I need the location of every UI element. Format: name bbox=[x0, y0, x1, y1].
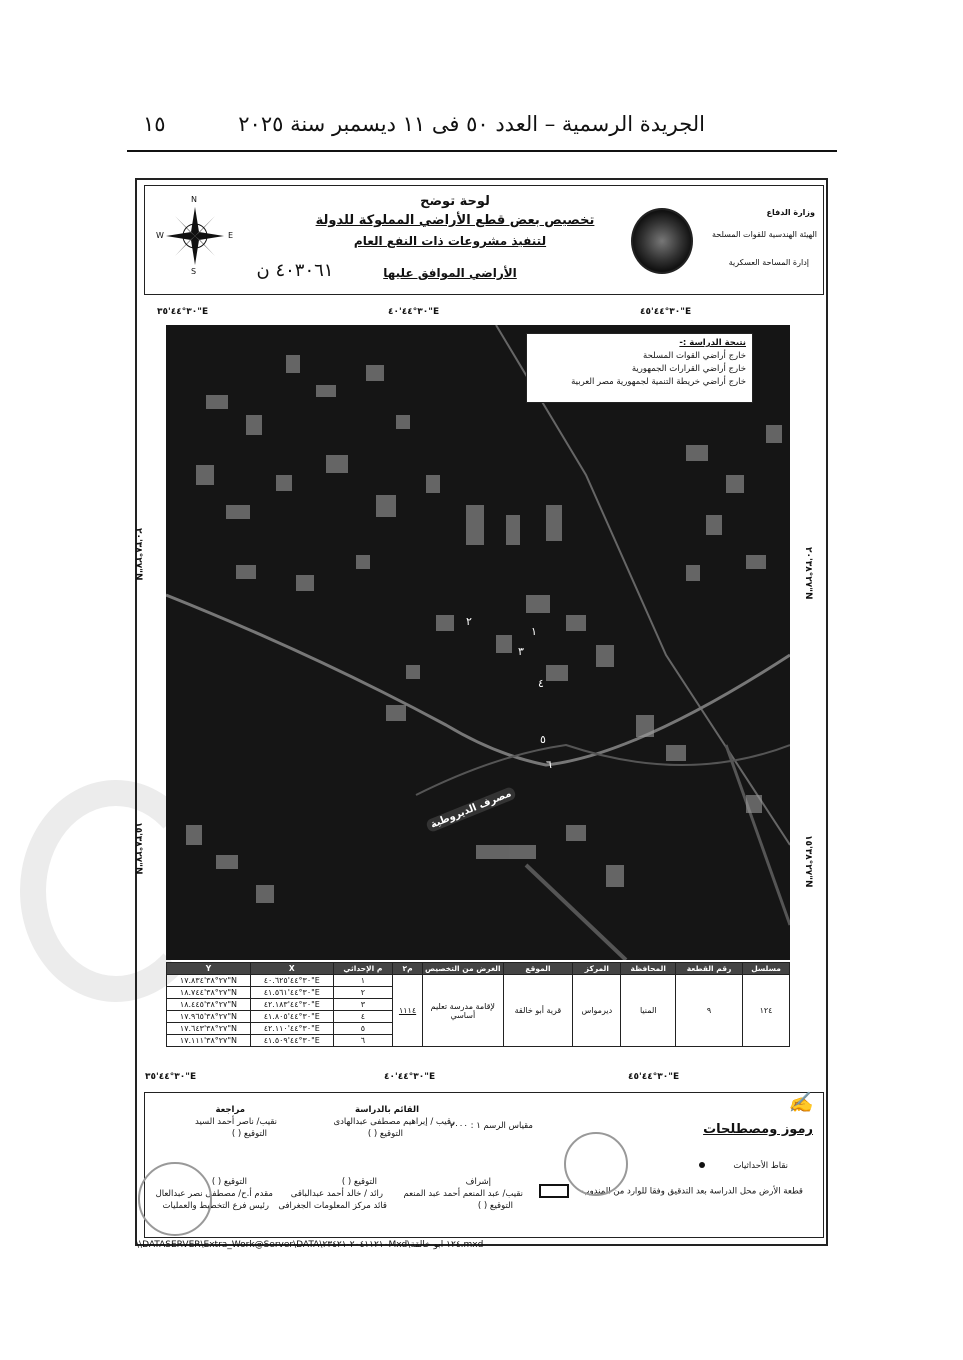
cell-x: ٣٠°٤٤'٤٠.٦٢٥"E bbox=[250, 975, 333, 987]
cell-y: ٢٧°٣٨'١٧.٨٣٤"N bbox=[167, 975, 251, 987]
supervision-signature-2: التوقيع ( ) bbox=[341, 1177, 377, 1187]
legend-point-label: نقاط الأحداثيات bbox=[733, 1161, 788, 1171]
page-number: ١٥ bbox=[143, 112, 166, 136]
legend-title: رموز ومصطلحات bbox=[703, 1122, 813, 1137]
study-item-1: خارج أراضي القوات المسلحة bbox=[643, 351, 746, 361]
cell-y: ٢٧°٣٨'١٧.١١١"N bbox=[167, 1035, 251, 1047]
area-box-icon bbox=[539, 1184, 569, 1198]
plot-number-3: ٣ bbox=[518, 645, 524, 658]
cell-plot: ٩ bbox=[676, 975, 743, 1047]
cell-n: ٢ bbox=[333, 987, 392, 999]
study-item-2: خارج أراضي القرارات الجمهورية bbox=[631, 364, 746, 374]
map-imagery bbox=[166, 325, 790, 960]
th-point: م الإحداثي bbox=[333, 963, 392, 975]
cell-y: ٢٧°٣٨'١٨.٤٤٥"N bbox=[167, 999, 251, 1011]
coord-bottom-center: ٣٠°٤٤'٤٠"E bbox=[384, 1072, 436, 1082]
th-serial: مسلسل bbox=[743, 963, 790, 975]
official-stamp-icon bbox=[138, 1162, 212, 1236]
supervision-person-3: قائد مركز المعلومات الجغرافى bbox=[278, 1201, 387, 1211]
title-line1: لوحة توضح bbox=[420, 194, 490, 209]
compass-s: S bbox=[191, 267, 197, 276]
compass-w: W bbox=[156, 231, 164, 240]
title-line4: الأراضي الموافق عليها bbox=[383, 266, 517, 280]
title-line2: تخصيص بعض قطع الأراضي المملوكة للدولة bbox=[315, 213, 595, 228]
legend-point-row bbox=[699, 1160, 788, 1172]
study-heading-footer: القائم بالدراسة bbox=[354, 1105, 419, 1115]
bullet-point-icon bbox=[699, 1162, 705, 1168]
cell-x: ٣٠°٤٤'٤١.٥٦١"E bbox=[250, 987, 333, 999]
coord-right-upper: ٢٧°٣٨'٢٠"N bbox=[803, 547, 813, 600]
supervision-person-2: رائد / خالد أحمد عبدالباقى bbox=[290, 1189, 383, 1199]
road-label: مصرف الديروطية bbox=[425, 786, 517, 833]
cell-center: ديرمواس bbox=[573, 975, 621, 1047]
ministry-line1: وزارة الدفاع bbox=[766, 208, 815, 217]
review-person: نقيب/ ناصر أحمد السيد bbox=[195, 1117, 277, 1127]
coord-bottom-right: ٣٠°٤٤'٤٥"E bbox=[628, 1072, 680, 1082]
th-purpose: الغرض من التخصيص bbox=[423, 963, 504, 975]
ministry-line3: إدارة المساحة العسكرية bbox=[728, 258, 809, 267]
th-plot: رقم القطعة bbox=[676, 963, 743, 975]
cell-x: ٣٠°٤٤'٤٢.١١٠"E bbox=[250, 1023, 333, 1035]
supervision-person-1: نقيب/ عبد المنعم أحمد عبد المنعم bbox=[403, 1189, 523, 1199]
cell-purpose: لإقامة مدرسة تعليم أساسي bbox=[423, 975, 504, 1047]
file-path: \\DATASERVER\Extra_Work@Server\DATA\٢٠٤١١٢١٠-٢٣٤٢١Mxd\١٢٤ أبو خالقة.mxd bbox=[136, 1240, 484, 1250]
th-center: المركز bbox=[573, 963, 621, 975]
ministry-line2: الهيئة الهندسية للقوات المسلحة bbox=[711, 230, 817, 239]
signature-scrawl: ✍ bbox=[788, 1090, 813, 1114]
review-signature: التوقيع ( ) bbox=[231, 1129, 267, 1139]
plot-number-1: ١ bbox=[531, 625, 537, 638]
satellite-map bbox=[166, 325, 790, 960]
title-handwritten: ٤٠٣٠٦١ ن bbox=[256, 260, 334, 281]
legend-area-label: قطعة الأرض محل الدراسة بعد التدقيق وفقا للوارد من المندوب bbox=[581, 1186, 803, 1197]
cell-x: ٣٠°٤٤'٤١.٥٠٩"E bbox=[250, 1035, 333, 1047]
official-stamp-icon-2 bbox=[564, 1132, 628, 1196]
table-row bbox=[167, 975, 790, 987]
compass-e: E bbox=[228, 231, 234, 240]
coord-left-upper: ٢٧°٣٨'٢٠"N bbox=[133, 528, 143, 581]
coord-left-lower: ٢٧°٣٨'١٥"N bbox=[133, 822, 143, 875]
study-person: رقيب / إبراهيم مصطفى عبدالهادى bbox=[333, 1117, 455, 1127]
study-result-box bbox=[526, 333, 753, 403]
compass-star-icon bbox=[160, 201, 230, 271]
coordinates-table bbox=[166, 962, 790, 1047]
cell-n: ١ bbox=[333, 975, 392, 987]
coord-right-lower: ٢٧°٣٨'١٥"N bbox=[803, 835, 813, 888]
supervision-signature: التوقيع ( ) bbox=[477, 1201, 513, 1211]
study-heading: نتيجة الدراسة :- bbox=[679, 338, 746, 348]
plot-number-4: ٤ bbox=[538, 677, 544, 690]
cell-x: ٣٠°٤٤'٤١.٨٠٥"E bbox=[250, 1011, 333, 1023]
emblem-seal-icon bbox=[631, 208, 693, 274]
cell-x: ٣٠°٤٤'٤٢.١٨٣"E bbox=[250, 999, 333, 1011]
header-rule bbox=[127, 150, 837, 152]
title-line3: لتنفيذ مشروعات ذات النفع العام bbox=[353, 234, 547, 248]
cell-location: قرية أبو خالقة bbox=[503, 975, 573, 1047]
supervision-heading: إشراف bbox=[465, 1177, 491, 1187]
th-area: م٢ bbox=[393, 963, 423, 975]
coord-top-right: ٣٠°٤٤'٤٥"E bbox=[640, 307, 692, 317]
study-signature: التوقيع ( ) bbox=[367, 1129, 403, 1139]
th-location: الموقع bbox=[503, 963, 573, 975]
scale-text: مقياس الرسم ١ : ٢٠٠٠ bbox=[449, 1121, 533, 1131]
th-governorate: المحافظة bbox=[621, 963, 676, 975]
head-signature: التوقيع ( ) bbox=[211, 1177, 247, 1187]
cell-n: ٦ bbox=[333, 1035, 392, 1047]
head-person-1: مقدم أ.ح/ مصطفى نصر عبدالعال bbox=[155, 1189, 273, 1199]
plot-number-2: ٢ bbox=[466, 615, 472, 628]
journal-title: الجريدة الرسمية – العدد ٥٠ فى ١١ ديسمبر سنة ٢٠٢٥ bbox=[238, 112, 705, 136]
cell-area: ١١١٤ bbox=[393, 975, 423, 1047]
compass-n: N bbox=[191, 195, 197, 204]
cell-governorate: المنيا bbox=[621, 975, 676, 1047]
title-block bbox=[144, 185, 824, 295]
plot-number-6: ٦ bbox=[546, 758, 552, 771]
cell-y: ٢٧°٣٨'١٨.٧٤٤"N bbox=[167, 987, 251, 999]
cell-serial: ١٢٤ bbox=[743, 975, 790, 1047]
cell-y: ٢٧°٣٨'١٧.٩٦٥"N bbox=[167, 1011, 251, 1023]
th-y: Y bbox=[167, 963, 251, 975]
cell-n: ٥ bbox=[333, 1023, 392, 1035]
head-person-2: رئيس فرع التخطيط والعمليات bbox=[162, 1201, 269, 1211]
coord-top-center: ٣٠°٤٤'٤٠"E bbox=[388, 307, 440, 317]
coord-top-left: ٣٠°٤٤'٣٥"E bbox=[157, 307, 209, 317]
review-heading: مراجعة bbox=[215, 1105, 245, 1115]
compass-rose bbox=[156, 195, 234, 276]
th-x: X bbox=[250, 963, 333, 975]
table-header-row bbox=[167, 963, 790, 975]
cell-y: ٢٧°٣٨'١٧.٦٤٣"N bbox=[167, 1023, 251, 1035]
coord-bottom-left: ٣٠°٤٤'٣٥"E bbox=[145, 1072, 197, 1082]
cell-n: ٣ bbox=[333, 999, 392, 1011]
cell-n: ٤ bbox=[333, 1011, 392, 1023]
plot-number-5: ٥ bbox=[540, 733, 546, 746]
study-item-3: خارج أراضي خريطة التنمية لجمهورية مصر العربية bbox=[571, 377, 746, 387]
